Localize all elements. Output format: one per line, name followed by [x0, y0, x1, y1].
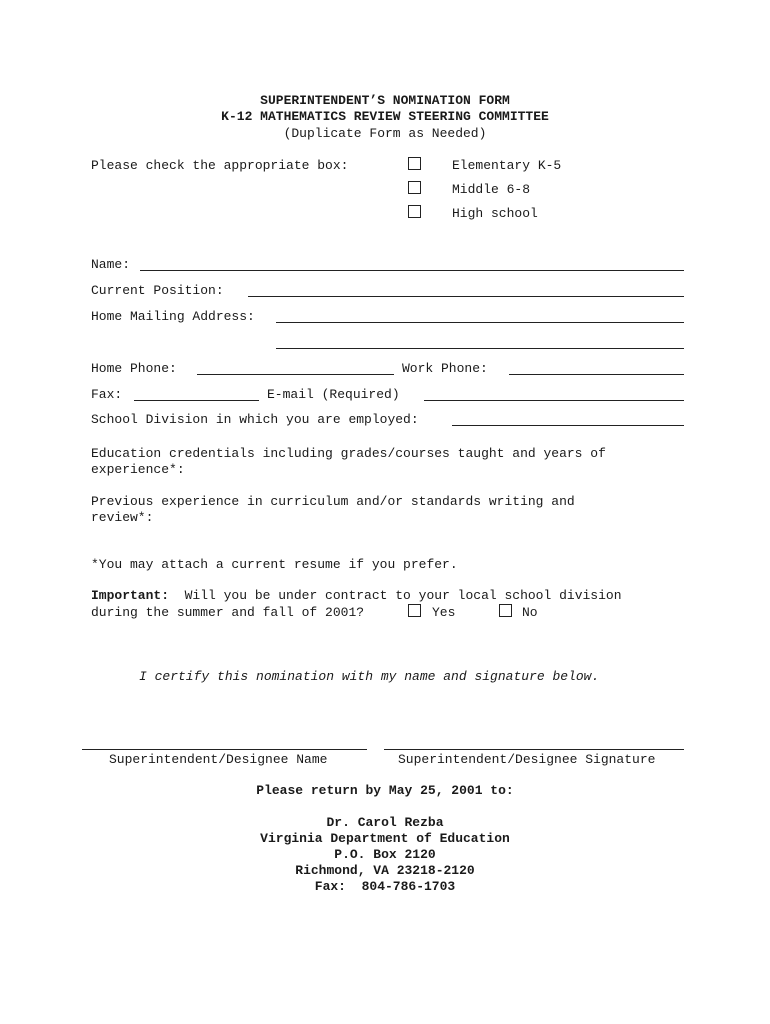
address-field-line-1[interactable] [276, 322, 684, 323]
work-phone-field[interactable] [509, 374, 684, 375]
checkbox-elementary[interactable] [408, 157, 421, 170]
option-middle-label: Middle 6-8 [452, 182, 531, 197]
checkbox-middle[interactable] [408, 181, 421, 194]
option-elementary-label: Elementary K-5 [452, 158, 562, 173]
fax-label: Fax: [91, 387, 123, 402]
return-organization: Virginia Department of Education [260, 831, 510, 846]
email-field[interactable] [424, 400, 684, 401]
position-field[interactable] [248, 296, 684, 297]
form-title: SUPERINTENDENT’S NOMINATION FORM [260, 93, 510, 108]
checkbox-high-school[interactable] [408, 205, 421, 218]
certify-statement: I certify this nomination with my name and signature below. [139, 669, 600, 684]
return-fax: Fax: 804-786-1703 [314, 879, 456, 894]
option-high-school-label: High school [452, 206, 538, 221]
designee-signature-field[interactable] [384, 749, 684, 750]
credentials-text-line-2: experience*: [91, 462, 185, 477]
designee-name-label: Superintendent/Designee Name [109, 752, 328, 767]
division-label: School Division in which you are employed: [91, 412, 419, 427]
form-subtitle: K-12 MATHEMATICS REVIEW STEERING COMMITTEE [221, 109, 549, 124]
important-text-line-2: during the summer and fall of 2001? [91, 605, 365, 620]
return-city-state: Richmond, VA 23218-2120 [295, 863, 475, 878]
designee-signature-label: Superintendent/Designee Signature [398, 752, 656, 767]
yes-label: Yes [432, 605, 456, 620]
no-label: No [522, 605, 538, 620]
checkbox-yes[interactable] [408, 604, 421, 617]
credentials-text-line-1: Education credentials including grades/courses taught and years of [91, 446, 606, 461]
name-label: Name: [91, 257, 131, 272]
home-phone-label: Home Phone: [91, 361, 177, 376]
return-po-box: P.O. Box 2120 [334, 847, 436, 862]
return-heading: Please return by May 25, 2001 to: [256, 783, 514, 798]
address-label: Home Mailing Address: [91, 309, 255, 324]
designee-name-field[interactable] [82, 749, 367, 750]
position-label: Current Position: [91, 283, 224, 298]
level-prompt: Please check the appropriate box: [91, 158, 349, 173]
important-label: Important: [91, 588, 170, 603]
work-phone-label: Work Phone: [402, 361, 488, 376]
return-contact-name: Dr. Carol Rezba [326, 815, 444, 830]
home-phone-field[interactable] [197, 374, 394, 375]
previous-experience-line-1: Previous experience in curriculum and/or standards writing and [91, 494, 575, 509]
important-question [91, 588, 622, 603]
resume-note: *You may attach a current resume if you prefer. [91, 557, 458, 572]
email-label: E-mail (Required) [267, 387, 400, 402]
checkbox-no[interactable] [499, 604, 512, 617]
division-field[interactable] [452, 425, 684, 426]
important-text-line-1: Will you be under contract to your local school division [184, 588, 622, 603]
address-field-line-2[interactable] [276, 348, 684, 349]
form-note: (Duplicate Form as Needed) [283, 126, 487, 141]
previous-experience-line-2: review*: [91, 510, 154, 525]
name-field[interactable] [140, 270, 684, 271]
fax-field[interactable] [134, 400, 259, 401]
